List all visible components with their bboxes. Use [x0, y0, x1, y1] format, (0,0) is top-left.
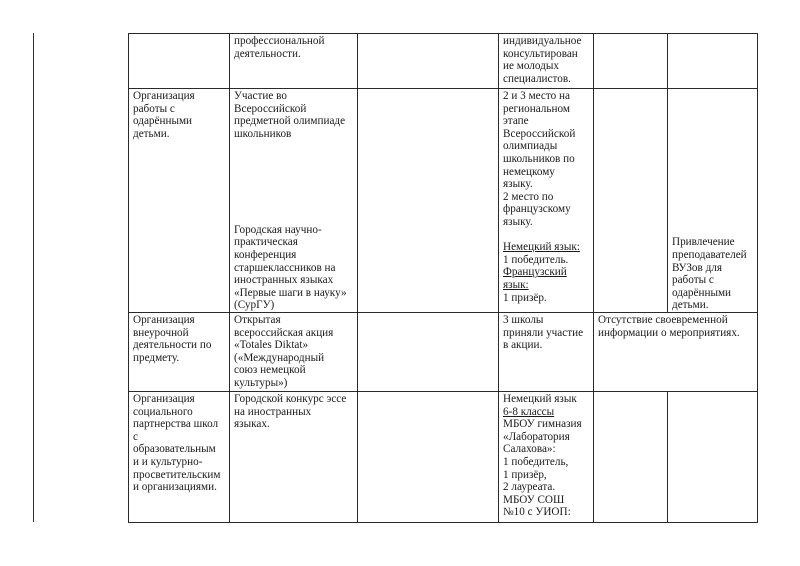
- text-line: [503, 456, 590, 469]
- text-line: [503, 279, 590, 292]
- plain-text: №10 с УИОП:: [503, 506, 571, 519]
- plain-text: МБОУ СОШ: [503, 493, 565, 506]
- text-line: Всероссийской: [234, 102, 307, 115]
- page-margin-line: [33, 33, 34, 522]
- text-line: на иностранных: [234, 405, 312, 418]
- text-line: внеурочной: [133, 326, 189, 339]
- cell-empty: [358, 89, 499, 313]
- plain-text: МБОУ гимназия: [503, 418, 582, 431]
- text-line: работы с: [672, 274, 714, 287]
- plain-text: «Лаборатория: [503, 430, 570, 443]
- text-line: Городской конкурс эссе: [234, 393, 347, 405]
- cell-empty: [358, 313, 499, 392]
- text-line: и и культурно-: [133, 455, 203, 468]
- table-row: [129, 313, 758, 392]
- cell-direction: [129, 392, 230, 523]
- plain-text: Салахова»:: [503, 443, 556, 456]
- cell-direction: [129, 89, 230, 313]
- text-line: специалистов.: [503, 72, 571, 85]
- text-line: консультирован: [503, 47, 578, 60]
- text-line: [503, 481, 590, 494]
- text-line: индивидуальное: [503, 35, 582, 47]
- cell-result: [499, 313, 594, 392]
- text-line: предметной олимпиаде: [234, 115, 346, 128]
- plain-text: 2 лауреата.: [503, 481, 556, 494]
- text-line: языку.: [503, 178, 533, 191]
- table-row: [129, 34, 758, 89]
- cell-activity: [230, 313, 358, 392]
- text-line: языках.: [234, 418, 270, 431]
- text-line: школьников: [234, 127, 292, 140]
- text-line: [503, 506, 590, 519]
- text-line: региональном: [503, 102, 570, 115]
- text-line: культуры»): [234, 376, 288, 389]
- text-line: [503, 418, 590, 431]
- text-line: приняли участие: [503, 326, 584, 339]
- cell-empty: [358, 392, 499, 523]
- text-line: профессиональной: [234, 35, 325, 47]
- text-line: детьми.: [672, 299, 709, 312]
- text-line: [503, 266, 590, 279]
- cell-result: [499, 392, 594, 523]
- text-line: Городская научно-: [234, 223, 322, 236]
- text-line: [503, 241, 590, 254]
- text-line: 2 и 3 место на: [503, 90, 570, 102]
- cell-result: [499, 89, 594, 313]
- underlined-text: Французский: [503, 266, 567, 279]
- text-line: иностранных языках: [234, 274, 334, 287]
- solution-text: [672, 236, 747, 312]
- plain-text: 1 призёр.: [503, 291, 547, 304]
- text-line: одарёнными: [672, 286, 732, 299]
- text-line: преподавателей: [672, 249, 747, 262]
- text-line: Всероссийской: [503, 127, 576, 140]
- text-line: Отсутствие своевременной: [598, 314, 728, 326]
- text-line: в акции.: [503, 339, 543, 352]
- cell-empty: [358, 34, 499, 89]
- text-line: («Международный: [234, 351, 325, 364]
- plain-text: 1 победитель.: [503, 253, 569, 266]
- text-line: и организациями.: [133, 481, 217, 494]
- text-line: языку.: [503, 215, 533, 228]
- text-line: Участие во: [234, 90, 287, 102]
- cell-result: [499, 34, 594, 89]
- result-olympiad: [503, 90, 590, 229]
- cell-activity: [230, 89, 358, 313]
- text-line: (СурГУ): [234, 299, 275, 312]
- text-line: 3 школы: [503, 314, 544, 326]
- cell-solutions: [668, 392, 758, 523]
- plain-text: Немецкий язык: [503, 393, 577, 405]
- text-line: [503, 443, 590, 456]
- cell-direction: [129, 34, 230, 89]
- text-line: Организация: [133, 314, 195, 326]
- activity-report-table: [128, 33, 758, 523]
- text-line: конференция: [234, 249, 297, 262]
- text-line: [503, 393, 590, 406]
- text-line: [503, 292, 590, 305]
- cell-solutions: [668, 34, 758, 89]
- text-line: работы с: [133, 102, 175, 115]
- text-line: предмету.: [133, 351, 180, 364]
- table-row: [129, 89, 758, 313]
- cell-solutions: [668, 89, 758, 313]
- table-row: [129, 392, 758, 523]
- text-line: деятельности по: [133, 339, 212, 352]
- plain-text: 1 призёр,: [503, 468, 547, 481]
- text-line: Привлечение: [672, 236, 735, 249]
- text-line: 2 место по: [503, 190, 554, 203]
- text-line: школьников по: [503, 152, 575, 165]
- text-line: «Первые шаги в науку»: [234, 286, 347, 299]
- cell-activity: [230, 392, 358, 523]
- cell-activity: [230, 34, 358, 89]
- text-line: [503, 406, 590, 419]
- text-line: [503, 431, 590, 444]
- cell-problems: [594, 34, 668, 89]
- text-line: этапе: [503, 115, 529, 128]
- text-line: французскому: [503, 203, 571, 216]
- text-line: партнерства школ: [133, 418, 219, 431]
- text-line: старшеклассников на: [234, 261, 336, 274]
- underlined-text: Немецкий язык:: [503, 241, 580, 254]
- result-conference: [503, 241, 590, 304]
- underlined-text: 6-8 классы: [503, 405, 555, 418]
- text-line: ВУЗов для: [672, 261, 723, 274]
- cell-problems-merged: [594, 313, 758, 392]
- activity-olympiad: [234, 90, 354, 140]
- text-line: деятельности.: [234, 47, 301, 60]
- text-line: одарёнными: [133, 115, 193, 128]
- text-line: Организация: [133, 90, 195, 102]
- text-line: «Totales Diktat»: [234, 339, 309, 352]
- text-line: [503, 494, 590, 507]
- text-line: детьми.: [133, 127, 170, 140]
- text-line: Организация: [133, 393, 195, 405]
- text-line: немецкому: [503, 165, 555, 178]
- activity-conference: [234, 224, 347, 312]
- text-line: практическая: [234, 236, 298, 249]
- text-line: Открытая: [234, 314, 281, 326]
- text-line: информации о мероприятиях.: [598, 326, 740, 339]
- text-line: [503, 469, 590, 482]
- text-line: просветительским: [133, 468, 221, 481]
- underlined-text: язык:: [503, 278, 529, 291]
- text-line: олимпиады: [503, 140, 558, 153]
- text-line: всероссийская акция: [234, 326, 334, 339]
- text-line: образовательным: [133, 443, 216, 456]
- text-line: ие молодых: [503, 60, 559, 73]
- plain-text: 1 победитель,: [503, 455, 569, 468]
- cell-problems: [594, 89, 668, 313]
- cell-direction: [129, 313, 230, 392]
- cell-problems: [594, 392, 668, 523]
- text-line: социального: [133, 405, 193, 418]
- text-line: союз немецкой: [234, 364, 306, 377]
- text-line: [503, 254, 590, 267]
- text-line: с: [133, 430, 138, 443]
